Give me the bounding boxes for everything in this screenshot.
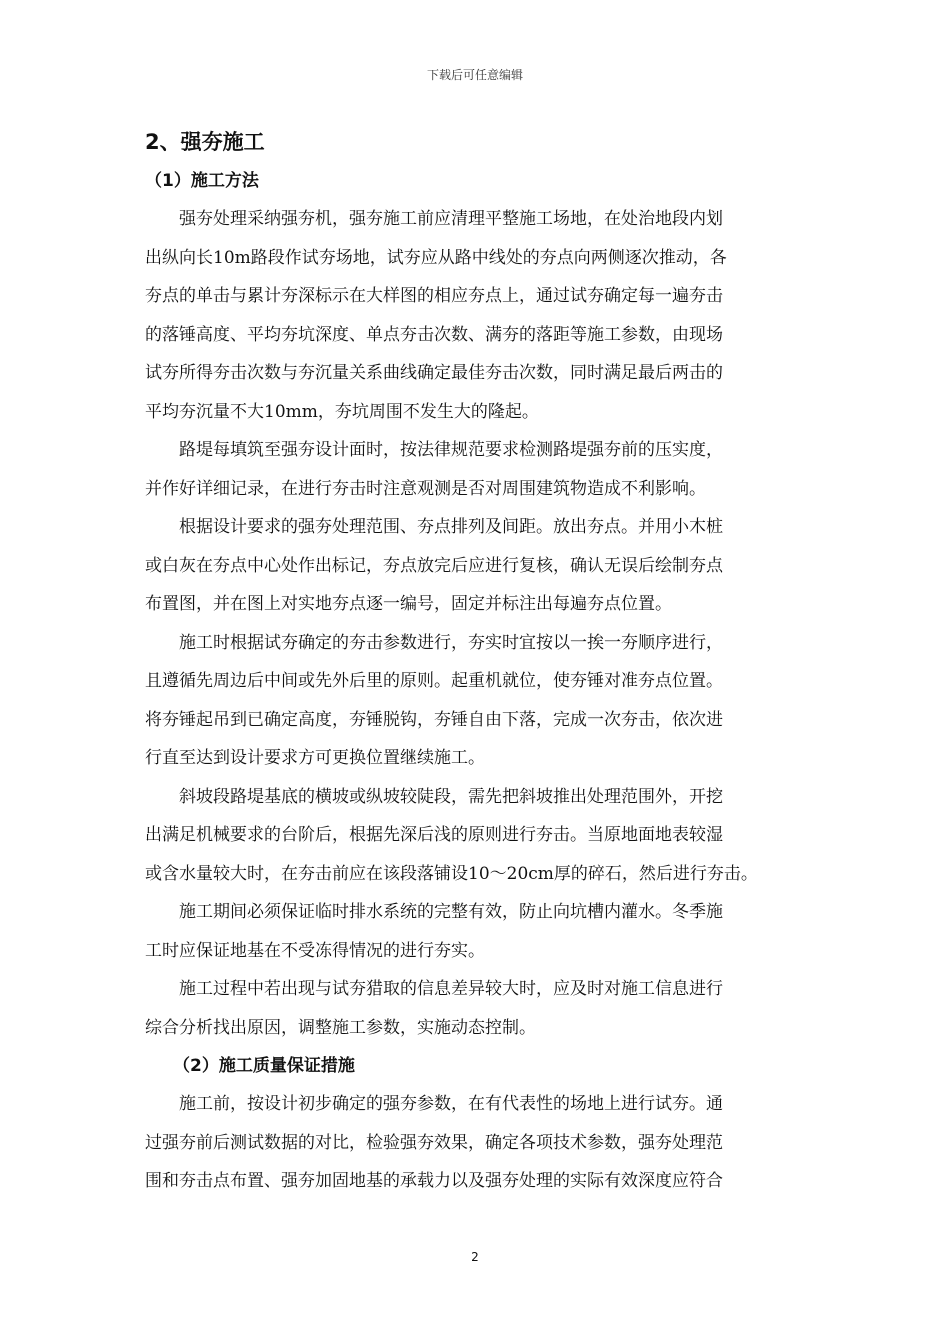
paragraph bbox=[145, 778, 810, 894]
paragraph bbox=[145, 508, 810, 624]
paragraph-line: 或含水量较大时，在夯击前应在该段落铺设10～20cm厚的碎石，然后进行夯击。 bbox=[145, 863, 758, 884]
paragraph bbox=[145, 1085, 810, 1201]
paragraph-line: 行直至达到设计要求方可更换位置继续施工。 bbox=[145, 748, 485, 768]
paragraph-group-method bbox=[145, 200, 810, 1047]
paragraph-group-quality bbox=[145, 1085, 810, 1201]
paragraph-line: 综合分析找出原因，调整施工参数，实施动态控制。 bbox=[145, 1017, 536, 1038]
paragraph-line: 根据设计要求的强夯处理范围、夯点排列及间距。放出夯点。并用小木桩 bbox=[179, 517, 723, 537]
section-title: 2、强夯施工 bbox=[145, 130, 265, 154]
paragraph-line: 或白灰在夯点中心处作出标记，夯点放完后应进行复核，确认无误后绘制夯点 bbox=[145, 555, 723, 576]
paragraph bbox=[145, 893, 810, 970]
paragraph-line: 将夯锤起吊到已确定高度，夯锤脱钩，夯锤自由下落，完成一次夯击，依次进 bbox=[145, 709, 723, 730]
paragraph-line: 平均夯沉量不大10mm，夯坑周围不发生大的隆起。 bbox=[145, 401, 539, 422]
paragraph-line: 出满足机械要求的台阶后，根据先深后浅的原则进行夯击。当原地面地表较湿 bbox=[145, 825, 723, 845]
paragraph-line: 的落锤高度、平均夯坑深度、单点夯击次数、满夯的落距等施工参数，由现场 bbox=[145, 324, 723, 345]
paragraph-line: 路堤每填筑至强夯设计面时，按法律规范要求检测路堤强夯前的压实度， bbox=[179, 440, 723, 460]
subsection-title-quality: （2）施工质量保证措施 bbox=[173, 1056, 355, 1076]
paragraph bbox=[145, 200, 810, 431]
paragraph-line: 过强夯前后测试数据的对比，检验强夯效果，确定各项技术参数，强夯处理范 bbox=[145, 1132, 723, 1153]
paragraph-line: 施工前，按设计初步确定的强夯参数，在有代表性的场地上进行试夯。通 bbox=[179, 1094, 723, 1114]
paragraph bbox=[145, 624, 810, 778]
subsection-title-method: （1）施工方法 bbox=[145, 171, 259, 191]
page-number: 2 bbox=[471, 1250, 479, 1264]
paragraph-line: 施工期间必须保证临时排水系统的完整有效，防止向坑槽内灌水。冬季施 bbox=[179, 902, 723, 922]
paragraph-line: 且遵循先周边后中间或先外后里的原则。起重机就位，使夯锤对准夯点位置。 bbox=[145, 671, 723, 691]
paragraph bbox=[145, 970, 810, 1047]
paragraph-line: 强夯处理采纳强夯机，强夯施工前应清理平整施工场地，在处治地段内划 bbox=[179, 209, 723, 229]
paragraph-line: 施工时根据试夯确定的夯击参数进行，夯实时宜按以一挨一夯顺序进行， bbox=[179, 632, 723, 653]
paragraph-line: 斜坡段路堤基底的横坡或纵坡较陡段，需先把斜坡推出处理范围外，开挖 bbox=[179, 786, 723, 807]
paragraph-line: 并作好详细记录，在进行夯击时注意观测是否对周围建筑物造成不利影响。 bbox=[145, 478, 706, 499]
page-header: 下载后可任意编辑 bbox=[426, 68, 523, 82]
paragraph-line: 布置图，并在图上对实地夯点逐一编号，固定并标注出每遍夯点位置。 bbox=[145, 594, 672, 614]
paragraph-line: 施工过程中若出现与试夯猎取的信息差异较大时，应及时对施工信息进行 bbox=[179, 979, 723, 999]
paragraph-line: 围和夯击点布置、强夯加固地基的承载力以及强夯处理的实际有效深度应符合 bbox=[145, 1171, 723, 1191]
paragraph-line: 夯点的单击与累计夯深标示在大样图的相应夯点上，通过试夯确定每一遍夯击 bbox=[145, 286, 723, 306]
document-body bbox=[145, 122, 810, 1201]
paragraph-line: 试夯所得夯击次数与夯沉量关系曲线确定最佳夯击次数，同时满足最后两击的 bbox=[145, 363, 723, 383]
paragraph bbox=[145, 431, 810, 508]
paragraph-line: 工时应保证地基在不受冻得情况的进行夯实。 bbox=[145, 940, 485, 961]
paragraph-line: 出纵向长10m路段作试夯场地，试夯应从路中线处的夯点向两侧逐次推动，各 bbox=[145, 247, 727, 268]
